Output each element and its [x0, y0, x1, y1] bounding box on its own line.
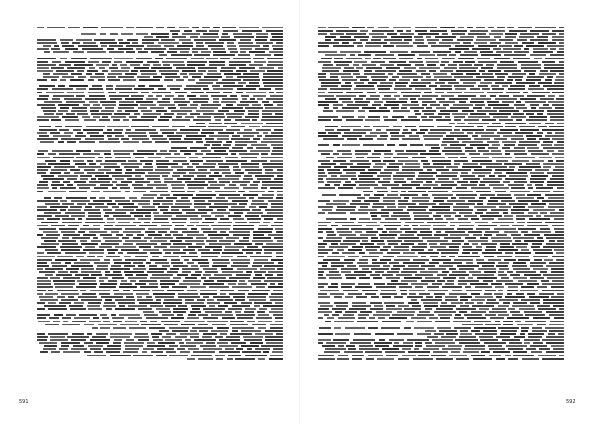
page-fold: [299, 0, 300, 424]
word: [318, 358, 335, 360]
word: [473, 358, 492, 360]
word: [413, 358, 433, 360]
word: [508, 358, 519, 360]
left-page-text-block: [37, 26, 283, 366]
word: [258, 358, 265, 360]
text-line: [37, 357, 283, 360]
word: [337, 358, 349, 360]
word: [216, 358, 223, 360]
word: [496, 358, 505, 360]
word: [227, 358, 232, 360]
text-line: [318, 357, 564, 360]
right-page-text-block: [318, 26, 564, 366]
word: [198, 358, 213, 360]
word: [366, 358, 374, 360]
word: [377, 358, 394, 360]
word: [187, 358, 195, 360]
word: [456, 358, 470, 360]
word: [398, 358, 410, 360]
right-page-number: 592: [566, 399, 576, 405]
word: [542, 358, 564, 360]
word: [352, 358, 362, 360]
left-page-number: 591: [19, 399, 29, 405]
word: [269, 358, 283, 360]
word: [436, 358, 453, 360]
word: [235, 358, 254, 360]
word: [522, 358, 540, 360]
